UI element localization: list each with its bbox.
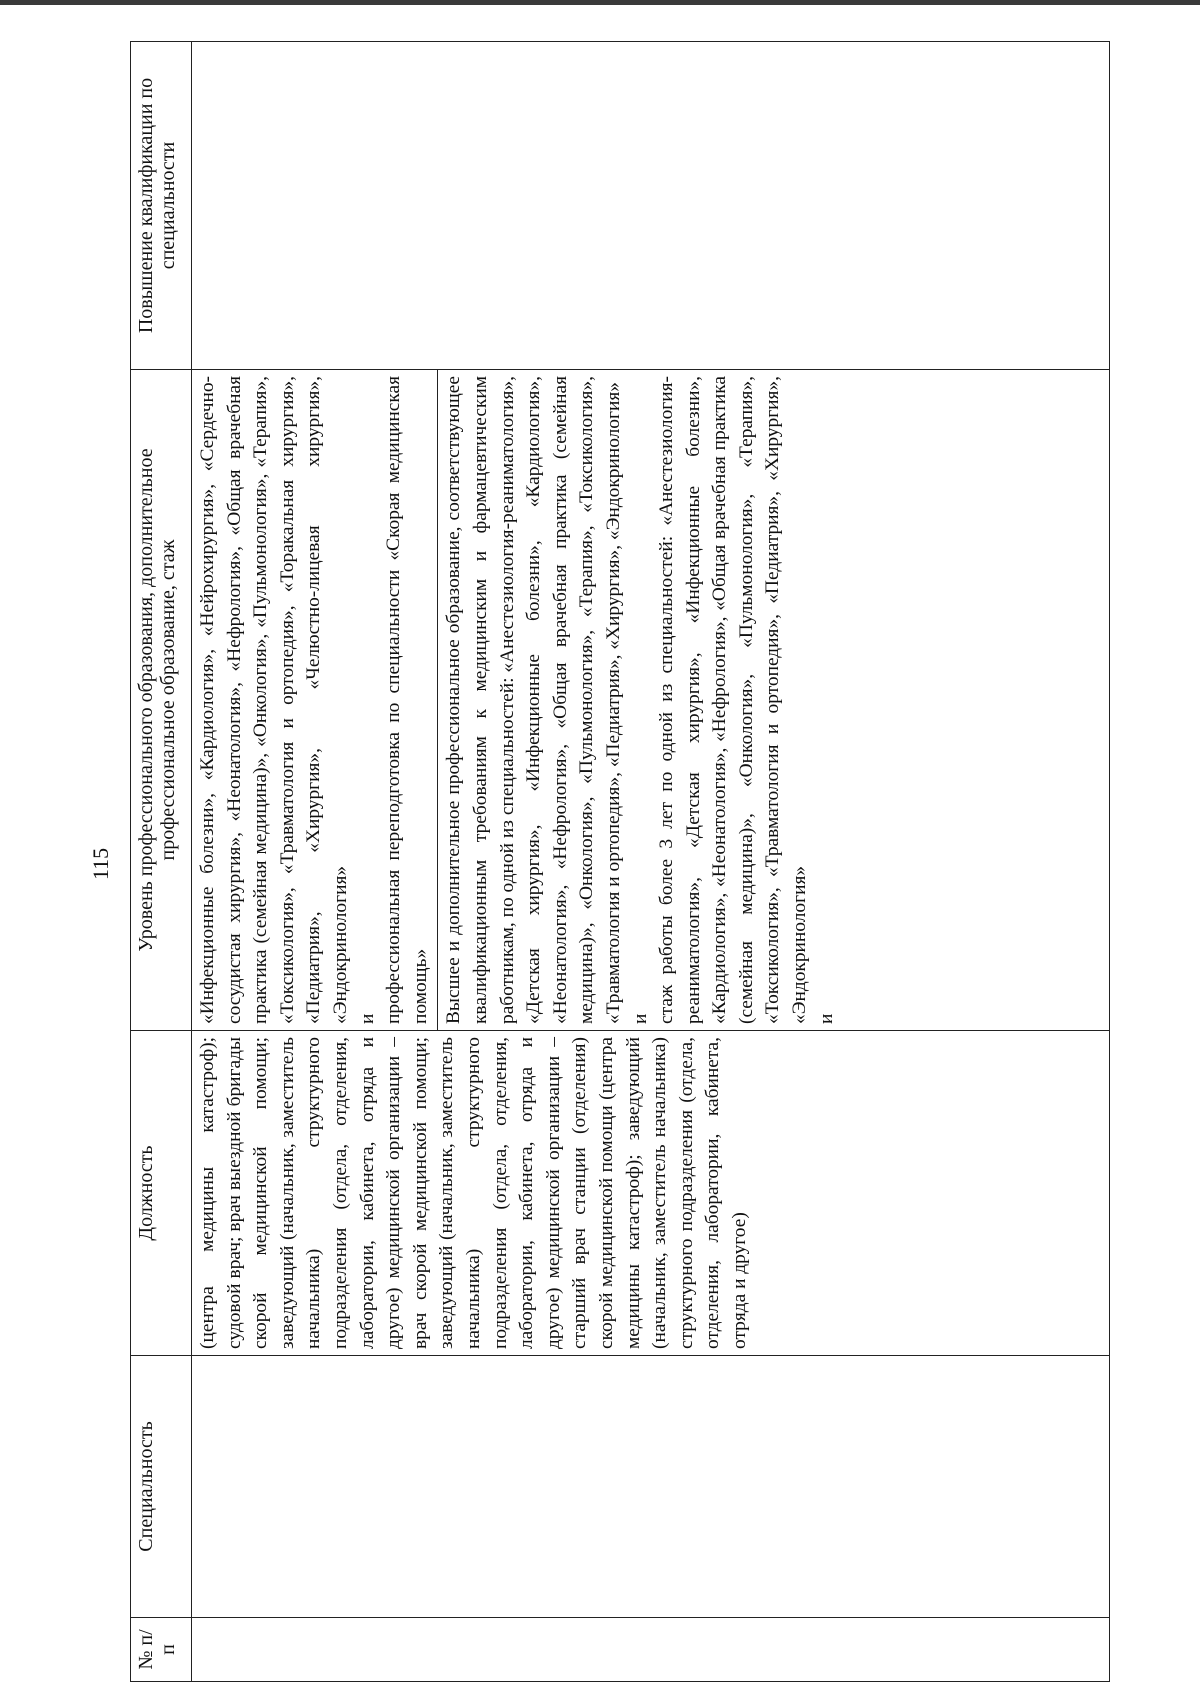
cell-num: [192, 1618, 1110, 1682]
level-1-retraining: профессиональная переподготовка по специальности «Скорая медицинская помощь»: [383, 376, 431, 1024]
cell-specialty: [192, 1356, 1110, 1618]
cell-advanced: [192, 42, 1110, 370]
qualification-table: [130, 41, 1110, 1682]
header-num: № п/п: [131, 1618, 192, 1682]
position-text: (центра медицины катастроф); судовой врач; врач выездной бригады скорой медицинской помощи; заведующий (начальник, заместитель начальника) структурного подразделения (отдела, отделения, лаборатории, кабинета, отряда и другое) медицинской организации – врач скорой медицинской помощи; заведующий (начальник, заместитель начальника) структурного подразделения (отдела, отделения, лаборатории, кабинета, отряда и другое) медицинской организации – старший врач станции (отделения) скорой медицинской помощи (центра медицины катастроф); заведующий (начальник, заместитель начальника) структурного подразделения (отдела, отделения, лаборатории, кабинета, отряда и другое): [197, 1037, 750, 1349]
header-position: Должность: [131, 1031, 192, 1356]
level-2-and-end: и: [815, 1013, 837, 1024]
table-header-row: [131, 42, 192, 1682]
header-advanced: Повышение квалификации по специальности: [131, 42, 192, 370]
level-1-and: и: [356, 1013, 378, 1024]
level-1-specialties: «Инфекционные болезни», «Кардиология», «Нейрохирургия», «Сердечно-сосудистая хирургия», «Неонатология», «Нефрология», «Общая врачебная практика (семейная медицина)», «Онкология», «Пульмонология», «Терапия», «Токсикология», «Травматология и ортопедия», «Торакальная хирургия», «Педиатрия», «Хирургия», «Челюстно-лицевая хирургия», «Эндокринология»: [197, 376, 351, 1024]
level-block-2: [438, 370, 843, 1030]
table-row: [192, 42, 1110, 1682]
level-block-1: [192, 370, 438, 1030]
header-specialty: Специальность: [131, 1356, 192, 1618]
level-2-and: и: [629, 1013, 651, 1024]
rotated-table-container: [130, 42, 1110, 1682]
level-2-experience: стаж работы более 3 лет по одной из специальностей: «Анестезиология-реаниматология», «Детская хирургия», «Инфекционные болезни», «Кардиология», «Неонатология», «Нефрология», «Общая врачебная практика (семейная медицина)», «Онкология», «Пульмонология», «Терапия», «Токсикология», «Травматология и ортопедия», «Педиатрия», «Хирургия», «Эндокринология»: [656, 376, 811, 1024]
page-number: 115: [88, 847, 113, 880]
cell-position: [192, 1031, 1110, 1356]
header-level: Уровень профессионального образования, дополнительное профессиональное образование, стаж: [131, 370, 192, 1031]
level-2-education: Высшее и дополнительное профессиональное образование, соответствующее квалификационным требованиям к медицинским и фармацевтическим работникам, по одной из специальностей: «Анестезиология-реаниматология», «Детская хирургия», «Инфекционные болезни», «Кардиология», «Неонатология», «Нефрология», «Общая врачебная практика (семейная медицина)», «Онкология», «Пульмонология», «Терапия», «Токсикология», «Травматология и ортопедия», «Педиатрия», «Хирургия», «Эндокринология»: [443, 376, 624, 1024]
scan-top-edge: [0, 0, 1200, 5]
cell-level: [192, 370, 1110, 1031]
